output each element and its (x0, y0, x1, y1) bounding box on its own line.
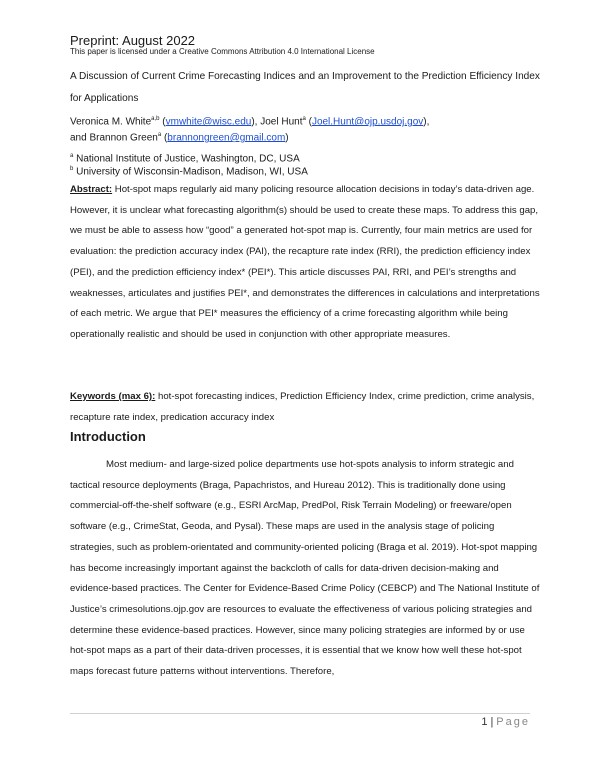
author-2-affil: a (302, 116, 306, 122)
introduction-paragraph: Most medium- and large-sized police departments use hot-spots analysis to inform strategic and tactical resource deployments (Braga, Papachristos, and Hureau 2012). This is traditionally done using commercial-off-the-shelf software (e.g., ESRI ArcMap, PredPol, Risk Terrain Modeling) or freeware/open software (e.g., CrimeStat, Geoda, and Pysal). These maps are used in the analysis stage of policing strategies, such as problem-orientated and community-oriented policing (Braga et al. 2019). Hot-spot mapping has become increasingly important against the backcloth of calls for data-driven decision-making and evidence-based practices. The Center for Evidence-Based Crime Policy (CEBCP) and The National Institute of Justice’s crimesolutions.ojp.gov are resources to evaluate the effectiveness of various policing strategies and determine these evidence-based practices. However, since many policing strategies are informed by or use hot-spot maps as a part of their data-driven processes, it is essential that we know how well these hot-spot maps forecast future patterns without interventions. Therefore, (70, 459, 540, 678)
paper-title-line-2: for Applications (70, 93, 139, 104)
author-3-affil: a (157, 131, 162, 138)
author-1-email-link[interactable]: vmwhite@wisc.edu (165, 116, 252, 128)
section-heading-introduction: Introduction (70, 429, 146, 444)
author-1-name: Veronica M. White (70, 116, 152, 128)
author-2-name: Joel Hunt (260, 116, 303, 128)
abstract-label: Abstract: (70, 184, 113, 195)
keywords-block (70, 387, 540, 428)
footer-divider (70, 713, 530, 714)
license-notice: This paper is licensed under a Creative Commons Attribution 4.0 International License (70, 47, 375, 56)
preprint-label: Preprint: August 2022 (70, 33, 196, 48)
page-word: Page (496, 716, 530, 728)
author-2-email-link[interactable]: Joel.Hunt@ojp.usdoj.gov (311, 116, 424, 128)
affil-b-marker: b (70, 166, 74, 173)
introduction-body (70, 455, 540, 683)
affil-a-text: National Institute of Justice, Washington, DC, USA (76, 153, 300, 165)
author-3-email-link[interactable]: brannongreen@gmail.com (167, 132, 286, 144)
author-1-affil: a,b (151, 116, 160, 122)
affil-a-marker: a (70, 153, 74, 159)
affiliations (70, 151, 308, 178)
page-number: 1 (481, 716, 488, 728)
paper-title-line-1: A Discussion of Current Crime Forecasting Indices and an Improvement to the Prediction Efficiency Index (70, 71, 540, 82)
abstract-block (70, 180, 540, 346)
author-list: Veronica M. White$^{a,b}$ (vmwhite@wisc.edu), Joel Hunt$^a$ (Joel.Hunt@ojp.usdoj.gov), and Brannon Green$^a$ (brannongreen@gmail.com) (70, 116, 430, 144)
keywords-label: Keywords (max 6): (70, 391, 156, 402)
footer-separator: | (490, 716, 494, 728)
keywords-text: hot-spot forecasting indices, Prediction Efficiency Index, crime prediction, crime analysis, recapture rate index, predication accuracy index (70, 391, 535, 423)
abstract-text: Hot-spot maps regularly aid many policing resource allocation decisions in today’s data-driven age. However, it is unclear what forecasting algorithm(s) should be used to create these maps. To address this gap, we must be able to assess how “good” a generated hot-spot map is. Currently, four main metrics are used for evaluation: the prediction accuracy index (PAI), the recapture rate index (RRI), the prediction efficiency index (PEI), and the prediction efficiency index* (PEI*). This article discusses PAI, RRI, and PEI’s strengths and weaknesses, articulates and justifies PEI*, and demonstrates the differences in calculations and interpretations of each metric. We argue that PEI* measures the efficiency of a crime forecasting algorithm while being operationally realistic and should be used in conjunction with other appropriate measures. (70, 184, 540, 340)
author-3-name: and Brannon Green (70, 132, 158, 144)
affil-b-text: University of Wisconsin-Madison, Madison, WI, USA (76, 166, 308, 178)
page-footer (481, 716, 530, 728)
